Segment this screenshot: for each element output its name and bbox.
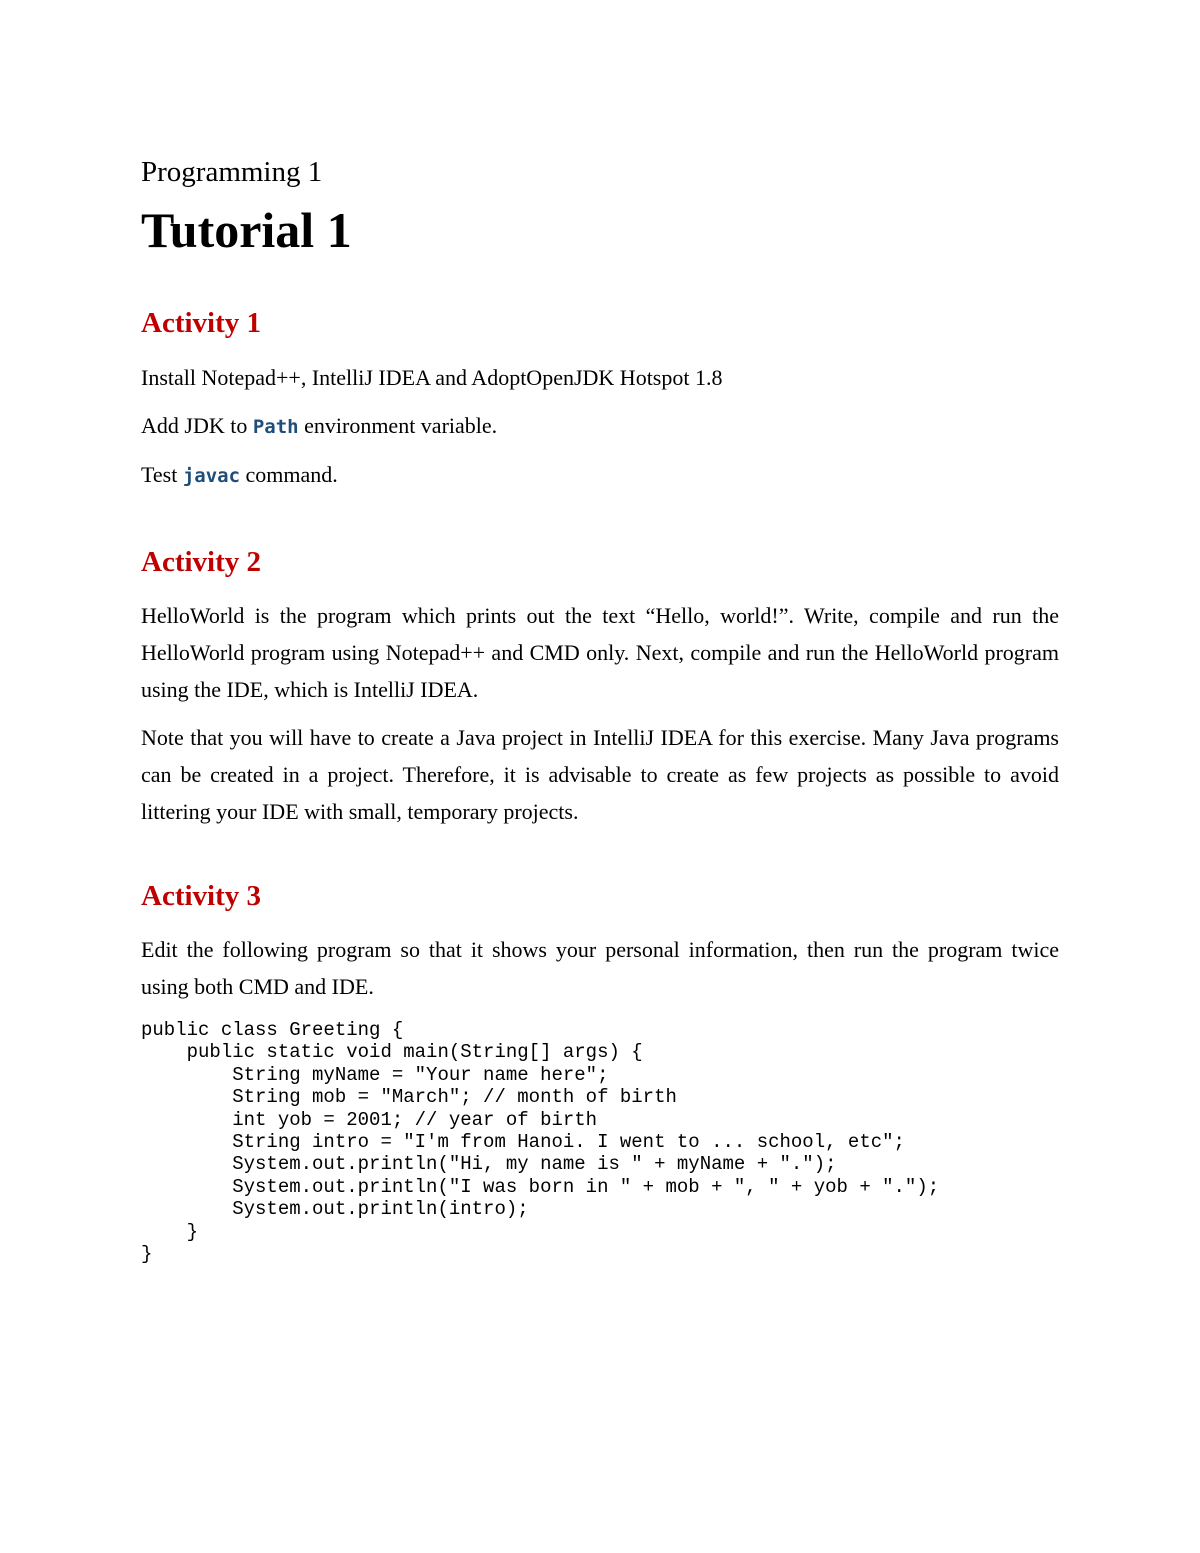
javac-line-prefix: Test: [141, 462, 183, 487]
activity-3-paragraph-1: Edit the following program so that it shows your personal information, then run the program twice using both CMD and IDE.: [141, 937, 1059, 999]
activity-1-path-line: [141, 407, 497, 446]
activity-1-heading: Activity 1: [141, 307, 261, 339]
path-code: Path: [252, 416, 299, 438]
activity-1-install-line: Install Notepad++, IntelliJ IDEA and AdoptOpenJDK Hotspot 1.8: [141, 365, 723, 390]
activity-2-paragraph-2: Note that you will have to create a Java project in IntelliJ IDEA for this exercise. Many Java programs can be created in a project. Therefore, it is advisable to create as few projects as possible to avoid littering your IDE with small, temporary projects.: [141, 725, 1059, 824]
path-line-suffix: environment variable.: [298, 413, 498, 438]
greeting-code-block: public class Greeting { public static void main(String[] args) { String myName = "Your name here"; String mob = "March"; // month of birth int yob = 2001; // year of birth String intro = "I'm from Hanoi. I went to ... school, etc"; System.out.println("Hi, my name is " + myName + "."); System.out.println("I was born in " + mob + ", " + yob + "."); System.out.println(intro); } }: [141, 1019, 940, 1266]
activity-2-paragraph-1: HelloWorld is the program which prints out the text “Hello, world!”. Write, compile and run the HelloWorld program using Notepad++ and CMD only. Next, compile and run the HelloWorld program using the IDE, which is IntelliJ IDEA.: [141, 603, 1059, 702]
activity-3-heading: Activity 3: [141, 880, 261, 912]
activity-2-heading: Activity 2: [141, 546, 261, 578]
tutorial-title: Tutorial 1: [141, 202, 352, 258]
javac-line-suffix: command.: [240, 462, 338, 487]
javac-code: javac: [182, 465, 241, 487]
course-name: Programming 1: [141, 156, 323, 188]
path-line-prefix: Add JDK to: [141, 413, 253, 438]
activity-1-javac-line: [141, 456, 338, 495]
